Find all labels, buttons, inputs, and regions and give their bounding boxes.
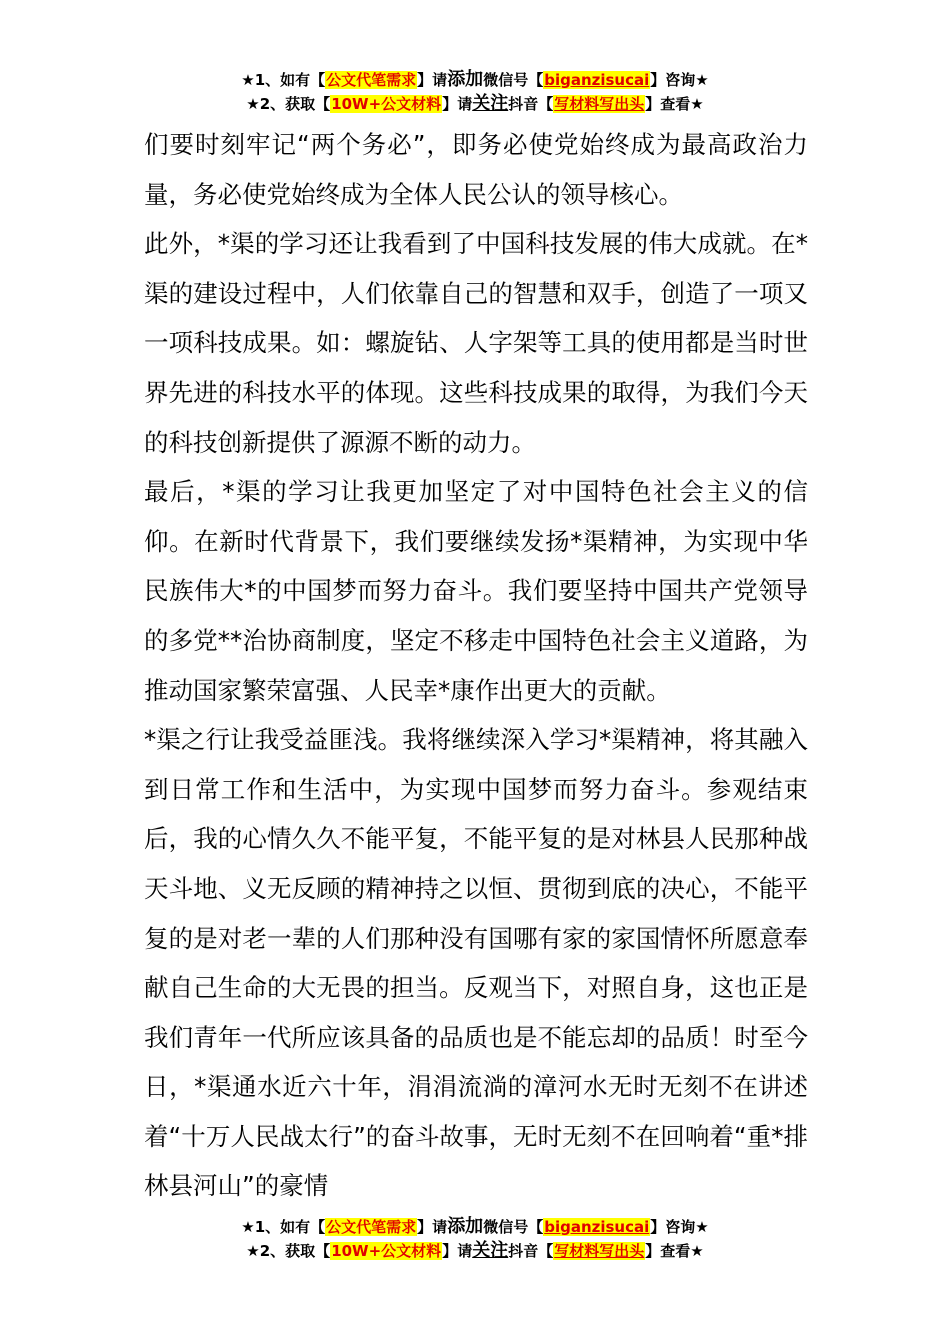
highlight-service: 公文代笔需求: [326, 71, 417, 89]
banner-text: 微信号【: [483, 71, 544, 89]
banner-text: ★1、如有【: [241, 1218, 326, 1236]
banner-text: 】请: [417, 1218, 448, 1236]
banner-line-1: [0, 1215, 950, 1239]
highlight-douyin-id: 写材料写出头: [554, 95, 645, 113]
banner-text: 】查看★: [645, 95, 704, 113]
banner-text: 】查看★: [645, 1242, 704, 1260]
header-banner: [0, 68, 950, 116]
banner-text: 关注: [472, 93, 509, 114]
banner-text: 抖音【: [508, 95, 554, 113]
highlight-wechat-id: biganzisucai: [544, 1218, 650, 1236]
banner-text: 】请: [442, 95, 473, 113]
paragraph: 最后，*渠的学习让我更加坚定了对中国特色社会主义的信仰。在新时代背景下，我们要继续发扬*渠精神，为实现中华民族伟大*的中国梦而努力奋斗。我们要坚持中国共产党领导的多党**治协商制度，坚定不移走中国特色社会主义道路，为推动国家繁荣富强、人民幸*康作出更大的贡献。: [144, 477, 808, 705]
banner-line-2: [0, 92, 950, 116]
banner-text: 】请: [442, 1242, 473, 1260]
banner-text: 抖音【: [508, 1242, 554, 1260]
highlight-materials: 10W+公文材料: [331, 1242, 442, 1260]
document-body: [144, 120, 808, 1211]
banner-text: ★2、获取【: [246, 95, 331, 113]
highlight-materials: 10W+公文材料: [331, 95, 442, 113]
banner-text: 关注: [472, 1240, 509, 1261]
banner-text: 】咨询★: [650, 1218, 709, 1236]
highlight-douyin-id: 写材料写出头: [554, 1242, 645, 1260]
paragraph: 们要时刻牢记“两个务必”，即务必使党始终成为最高政治力量，务必使党始终成为全体人民公认的领导核心。: [144, 130, 808, 209]
banner-text: ★2、获取【: [246, 1242, 331, 1260]
banner-text: 添加: [447, 1216, 484, 1237]
footer-banner: [0, 1215, 950, 1263]
banner-line-2: [0, 1239, 950, 1263]
highlight-service: 公文代笔需求: [326, 1218, 417, 1236]
banner-text: 微信号【: [483, 1218, 544, 1236]
banner-text: 】咨询★: [650, 71, 709, 89]
paragraph: *渠之行让我受益匪浅。我将继续深入学习*渠精神，将其融入到日常工作和生活中，为实现中国梦而努力奋斗。参观结束后，我的心情久久不能平复，不能平复的是对林县人民那种战天斗地、义无反顾的精神持之以恒、贯彻到底的决心，不能平复的是对老一辈的人们那种没有国哪有家的家国情怀所愿意奉献自己生命的大无畏的担当。反观当下，对照自身，这也正是我们青年一代所应该具备的品质也是不能忘却的品质！时至今日，*渠通水近六十年，涓涓流淌的漳河水无时无刻不在讲述着“十万人民战太行”的奋斗故事，无时无刻不在回响着“重*排林县河山”的豪情: [144, 725, 808, 1201]
banner-text: 】请: [417, 71, 448, 89]
highlight-wechat-id: biganzisucai: [544, 71, 650, 89]
banner-text: ★1、如有【: [241, 71, 326, 89]
paragraph: 此外，*渠的学习还让我看到了中国科技发展的伟大成就。在*渠的建设过程中，人们依靠自己的智慧和双手，创造了一项又一项科技成果。如：螺旋钻、人字架等工具的使用都是当时世界先进的科技水平的体现。这些科技成果的取得，为我们今天的科技创新提供了源源不断的动力。: [144, 229, 808, 457]
banner-text: 添加: [447, 69, 484, 90]
banner-line-1: [0, 68, 950, 92]
